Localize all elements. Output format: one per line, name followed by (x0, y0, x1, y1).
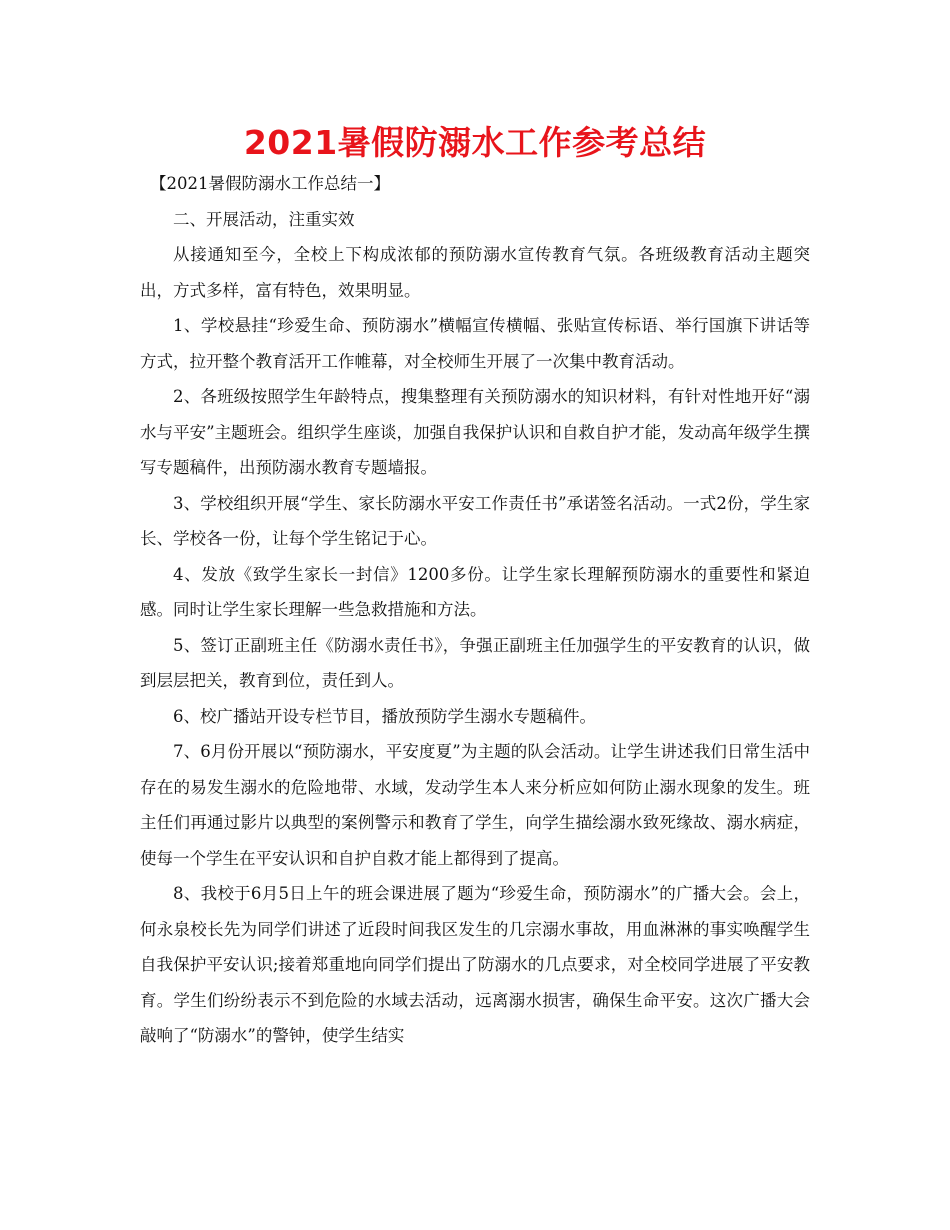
section-label: 【2021暑假防溺水工作总结一】 (150, 174, 390, 193)
document-body (140, 166, 810, 1054)
paragraph-intro: 从接通知至今，全校上下构成浓郁的预防溺水宣传教育气氛。各班级教育活动主题突出，方式多样，富有特色，效果明显。 (140, 245, 810, 300)
paragraph-item-2: 2、各班级按照学生年龄特点，搜集整理有关预防溺水的知识材料，有针对性地开好“溺水与平安”主题班会。组织学生座谈，加强自我保护认识和自救自护才能，发动高年级学生撰写专题稿件，出预防溺水教育专题墙报。 (140, 387, 810, 477)
paragraph-item-8: 8、我校于6月5日上午的班会课进展了题为“珍爱生命，预防溺水”的广播大会。会上，何永泉校长先为同学们讲述了近段时间我区发生的几宗溺水事故，用血淋淋的事实唤醒学生自我保护平安认识;接着郑重地向同学们提出了防溺水的几点要求，对全校同学进展了平安教育。学生们纷纷表示不到危险的水域去活动，远离溺水损害，确保生命平安。这次广播大会敲响了“防溺水”的警钟，使学生结实 (140, 884, 810, 1045)
paragraph-item-4: 4、发放《致学生家长一封信》1200多份。让学生家长理解预防溺水的重要性和紧迫感。同时让学生家长理解一些急救措施和方法。 (140, 564, 810, 619)
paragraph-item-3: 3、学校组织开展“学生、家长防溺水平安工作责任书”承诺签名活动。一式2份，学生家长、学校各一份，让每个学生铭记于心。 (140, 493, 810, 548)
paragraph-item-6: 6、校广播站开设专栏节目，播放预防学生溺水专题稿件。 (173, 706, 596, 726)
section-heading: 二、开展活动，注重实效 (173, 209, 355, 229)
paragraph-item-5: 5、签订正副班主任《防溺水责任书》，争强正副班主任加强学生的平安教育的认识，做到层层把关，教育到位，责任到人。 (140, 635, 810, 690)
document-title: 2021暑假防溺水工作参考总结 (243, 123, 707, 162)
paragraph-item-1: 1、学校悬挂“珍爱生命、预防溺水”横幅宣传横幅、张贴宣传标语、举行国旗下讲话等方式，拉开整个教育活开工作帷幕，对全校师生开展了一次集中教育活动。 (140, 316, 810, 371)
paragraph-item-7: 7、6月份开展以“预防溺水，平安度夏”为主题的队会活动。让学生讲述我们日常生活中存在的易发生溺水的危险地带、水域，发动学生本人来分析应如何防止溺水现象的发生。班主任们再通过影片以典型的案例警示和教育了学生，向学生描绘溺水致死缘故、溺水病症，使每一个学生在平安认识和自护自救才能上都得到了提高。 (140, 742, 810, 868)
